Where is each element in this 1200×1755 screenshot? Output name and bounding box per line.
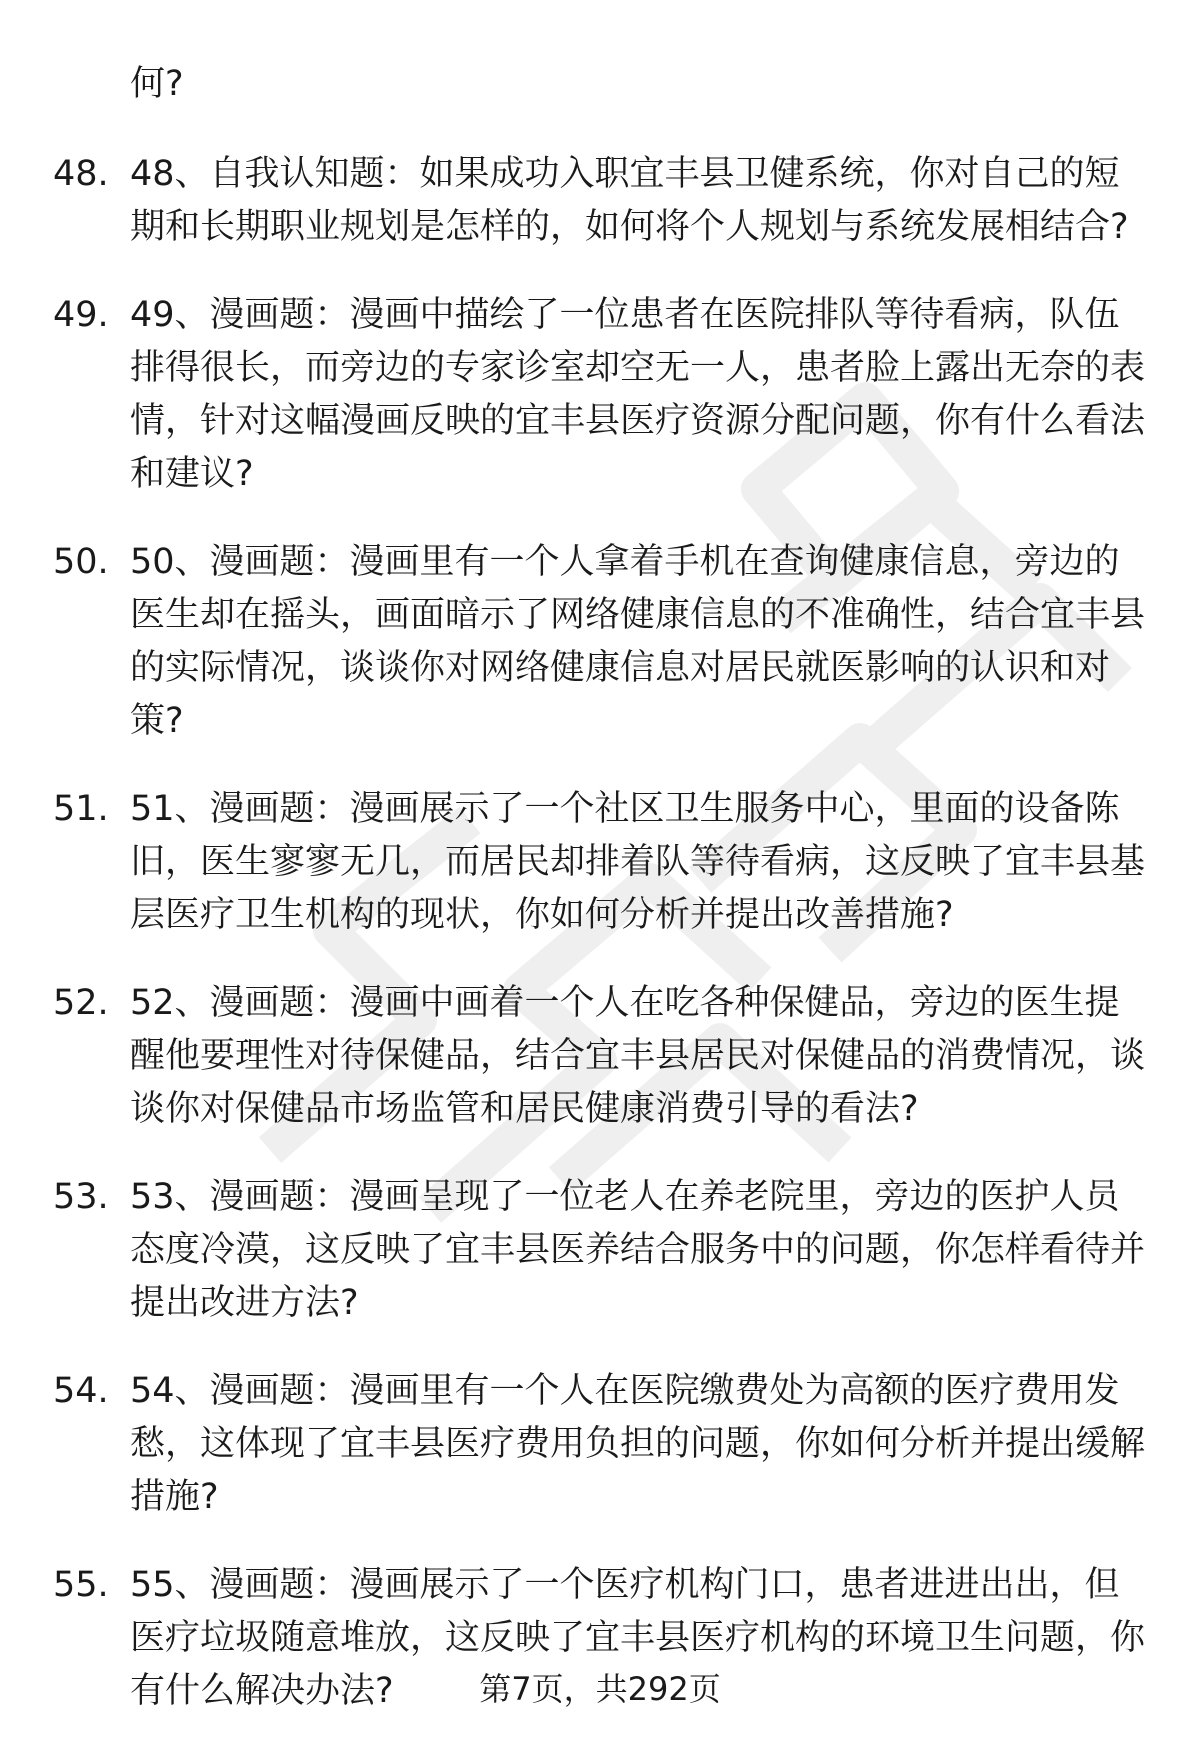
question-list [0,148,1200,1753]
list-item [0,977,1200,1136]
question-number: 55. [53,1565,109,1605]
list-item [0,148,1200,254]
list-item [0,536,1200,748]
page-footer: 第7页，共292页 [479,1670,721,1708]
question-number: 51. [53,789,109,829]
question-text: 48、自我认知题：如果成功入职宜丰县卫健系统，你对自己的短期和长期职业规划是怎样的，如何将个人规划与系统发展相结合? [130,154,1129,247]
question-number: 50. [53,542,109,582]
list-item [0,783,1200,942]
question-number: 52. [53,983,109,1023]
question-number: 54. [53,1371,109,1411]
question-text: 52、漫画题：漫画中画着一个人在吃各种保健品，旁边的医生提醒他要理性对待保健品，结合宜丰县居民对保健品的消费情况，谈谈你对保健品市场监管和居民健康消费引导的看法? [130,983,1146,1129]
list-item [0,1171,1200,1330]
list-item [0,1365,1200,1524]
question-text: 50、漫画题：漫画里有一个人拿着手机在查询健康信息，旁边的医生却在摇头，画面暗示了网络健康信息的不准确性，结合宜丰县的实际情况，谈谈你对网络健康信息对居民就医影响的认识和对策? [130,542,1146,741]
question-number: 53. [53,1177,109,1217]
question-text: 54、漫画题：漫画里有一个人在医院缴费处为高额的医疗费用发愁，这体现了宜丰县医疗费用负担的问题，你如何分析并提出缓解措施? [130,1371,1146,1517]
question-text: 53、漫画题：漫画呈现了一位老人在养老院里，旁边的医护人员态度冷漠，这反映了宜丰县医养结合服务中的问题，你怎样看待并提出改进方法? [130,1177,1146,1323]
question-text: 55、漫画题：漫画展示了一个医疗机构门口，患者进进出出，但医疗垃圾随意堆放，这反映了宜丰县医疗机构的环境卫生问题，你有什么解决办法? [130,1565,1146,1711]
question-text: 49、漫画题：漫画中描绘了一位患者在医院排队等待看病，队伍排得很长，而旁边的专家诊室却空无一人，患者脸上露出无奈的表情，针对这幅漫画反映的宜丰县医疗资源分配问题，你有什么看法和建议? [130,295,1146,494]
question-number: 48. [53,154,109,194]
question-text: 51、漫画题：漫画展示了一个社区卫生服务中心，里面的设备陈旧，医生寥寥无几，而居民却排着队等待看病，这反映了宜丰县基层医疗卫生机构的现状，你如何分析并提出改善措施? [130,789,1146,935]
list-item [0,289,1200,501]
continuation-text: 何? [130,64,184,104]
question-number: 49. [53,295,109,335]
